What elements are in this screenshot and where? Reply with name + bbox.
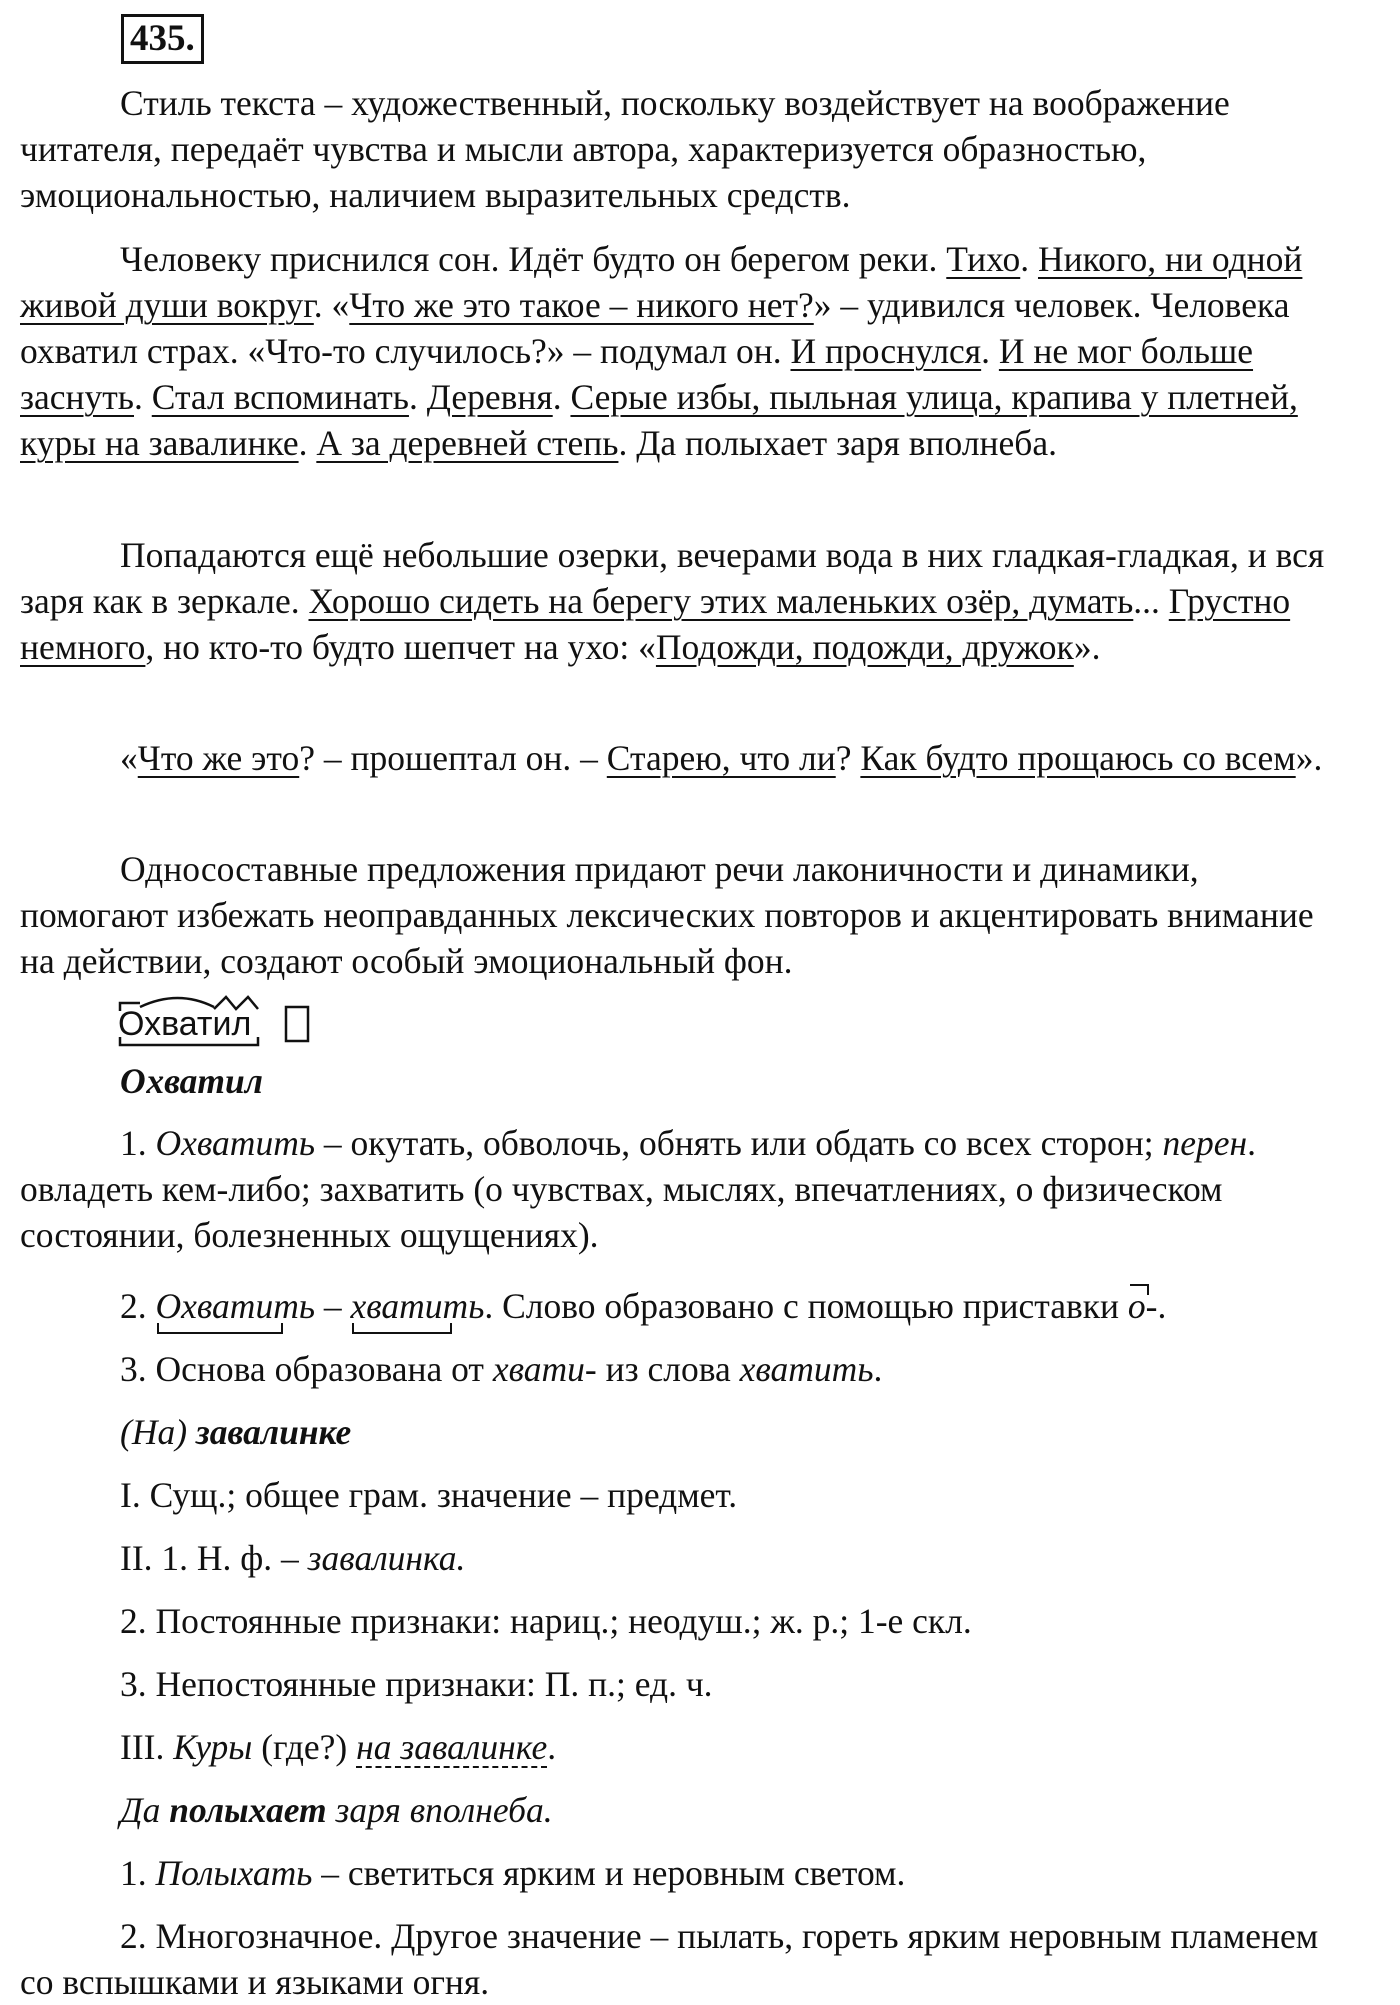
text-segment: . — [552, 377, 571, 417]
underlined-clause: Как будто прощаюсь со всем — [860, 738, 1296, 778]
text-segment: . — [298, 423, 317, 463]
entry2-line2: II. 1. Н. ф. – завалинка. — [120, 1538, 466, 1578]
entry1-item2: 2. Охватить – хватить . Слово образовано с помощью приставки о -. — [120, 1283, 1166, 1329]
prefix-o: о — [1128, 1283, 1146, 1329]
stem-bracket-2 — [351, 1323, 471, 1343]
underlined-clause: И проснулся — [790, 331, 982, 371]
text-segment: ? — [835, 738, 861, 778]
text-segment: ... — [1133, 581, 1169, 621]
text-segment: ». — [1073, 627, 1101, 667]
text-segment: . — [134, 377, 152, 417]
underlined-clause: Грустно немного — [20, 581, 1291, 667]
underlined-clause: Что же это — [137, 738, 300, 778]
entry3-line1: 1. Полыхать – светиться ярким и неровным светом. — [120, 1853, 906, 1893]
underlined-clause: Тихо — [946, 239, 1021, 279]
underlined-clause: И не мог больше заснуть — [20, 331, 1254, 417]
text-segment: Попадаются ещё небольшие озерки, вечерами вода в них гладкая-гладкая, и вся заря как в зеркале. — [20, 535, 1325, 621]
ending-box — [286, 1007, 308, 1041]
suffix-mark — [214, 997, 258, 1009]
text-segment: . « — [313, 285, 350, 325]
entry2-line4: 3. Непостоянные признаки: П. п.; ед. ч. — [120, 1664, 713, 1704]
text-segment: . Да полыхает заря вполнеба. — [618, 423, 1058, 463]
underlined-clause: Серые избы, пыльная улица, крапива у плетней, куры на завалинке — [20, 377, 1298, 463]
text-segment: . — [408, 377, 427, 417]
morphemic-parse — [118, 993, 338, 1053]
text-segment: « — [120, 738, 138, 778]
entry1-item1: 1. Охватить – окутать, обволочь, обнять или обдать со всех сторон; перен. овладеть кем-либо; захватить (о чувствах, мыслях, впечатлениях, о физическом состоянии, болезненных ощущениях). — [20, 1123, 1256, 1255]
paragraph-story-1 — [20, 236, 1365, 466]
word-khvatit: хватить — [351, 1283, 485, 1329]
text-segment: . — [981, 331, 999, 371]
underlined-clause: А за деревней степь — [316, 423, 619, 463]
underlined-clause: Подожди, подожди, дружок — [655, 627, 1074, 667]
prefix-corner — [1128, 1283, 1152, 1299]
entry1-item3: 3. Основа образована от хвати- из слова хватить. — [120, 1349, 883, 1389]
morph-word: Охватил — [118, 1005, 252, 1043]
text-segment: » – удивился человек. Человека охватил страх. «Что-то случилось?» – подумал он. — [20, 285, 1290, 371]
underlined-clause: Что же это такое – никого нет? — [349, 285, 814, 325]
word-okhvatit: Охватить — [156, 1283, 316, 1329]
paragraph-conclusion: Односоставные предложения придают речи лаконичности и динамики, помогают избежать неоправданных лексических повторов и акцентировать внимание на действии, создают особый эмоциональный фон. — [20, 849, 1314, 981]
entry2-title: (На) завалинке — [120, 1412, 352, 1452]
text-segment: ? – прошептал он. – — [299, 738, 607, 778]
underlined-clause: Стал вспоминать — [151, 377, 409, 417]
underlined-clause: Хорошо сидеть на берегу этих маленьких озёр, думать — [308, 581, 1134, 621]
entry2-line5: III. Куры (где?) на завалинке. — [120, 1727, 557, 1767]
entry3-line2: 2. Многозначное. Другое значение – пылать, гореть ярким неровным пламенем со вспышками и языками огня. — [20, 1916, 1319, 2002]
underlined-clause: Никого, ни одной живой души вокруг — [20, 239, 1303, 325]
underlined-clause: Старею, что ли — [606, 738, 836, 778]
entry2-line1: I. Сущ.; общее грам. значение – предмет. — [120, 1475, 738, 1515]
paragraph-story-3 — [20, 735, 1330, 781]
text-segment: ». — [1295, 738, 1323, 778]
text-segment: . — [1020, 239, 1038, 279]
stem-bracket-1 — [156, 1323, 296, 1343]
entry2-line3: 2. Постоянные признаки: нариц.; неодуш.; ж. р.; 1-е скл. — [120, 1601, 972, 1641]
paragraph-story-2 — [20, 532, 1330, 670]
root-mark — [140, 998, 214, 1007]
entry1-title: Охватил — [120, 1061, 264, 1101]
underlined-clause: Деревня — [426, 377, 553, 417]
exercise-number: 435. — [121, 14, 204, 64]
morpheme-marks — [118, 993, 338, 1053]
text-segment: Человеку приснился сон. Идёт будто он берегом реки. — [120, 239, 947, 279]
paragraph-style: Стиль текста – художественный, поскольку воздействует на воображение читателя, передаёт чувства и мысли автора, характеризуется образностью, эмоциональностью, наличием выразительных средств. — [20, 83, 1230, 215]
entry3-title: Да полыхает заря вполнеба. — [120, 1790, 553, 1830]
stem-mark — [120, 1037, 258, 1045]
prefix-mark — [120, 1003, 140, 1011]
text-segment: , но кто-то будто шепчет на ухо: « — [145, 627, 656, 667]
